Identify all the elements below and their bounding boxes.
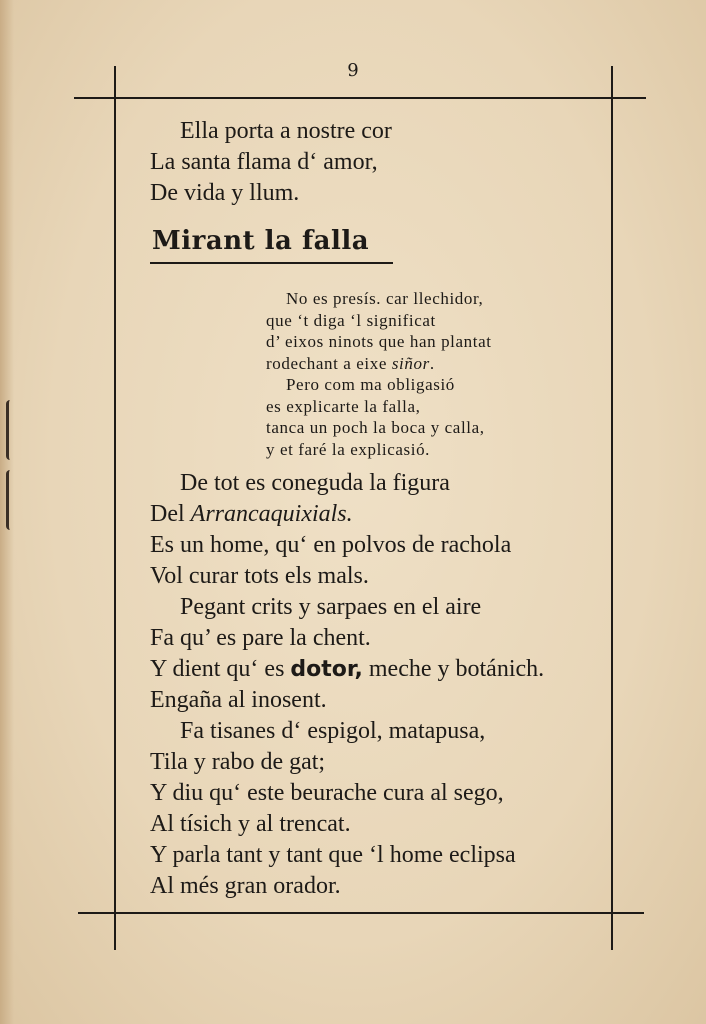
prose-text: . <box>429 353 435 373</box>
section-title: Mirant la falla <box>152 226 370 256</box>
prose-stanza <box>266 288 492 460</box>
verse-line: Ella porta a nostre cor <box>180 118 392 144</box>
frame-right-rule <box>611 66 613 950</box>
prose-line: y et faré la explicasió. <box>266 439 431 459</box>
prose-line: No es presís. car llechidor, <box>286 289 484 308</box>
intro-verses <box>150 116 392 209</box>
verse-bold-word: dotor, <box>290 657 363 682</box>
prose-line <box>266 353 492 375</box>
verse-line: Engaña al inosent. <box>150 687 327 713</box>
prose-italic: siñor <box>391 353 430 373</box>
prose-text: rodechant a eixe <box>266 353 392 373</box>
verse-text: meche y botánich. <box>362 656 545 682</box>
title-underline <box>150 262 393 264</box>
prose-line: es explicarte la falla, <box>266 396 421 416</box>
verse-line: De tot es coneguda la figura <box>180 470 450 496</box>
verse-line: Pegant crits y sarpaes en el aire <box>180 594 482 620</box>
page-number: 9 <box>347 60 359 81</box>
poem <box>150 468 544 902</box>
verse-line: La santa flama d‘ amor, <box>150 149 378 175</box>
verse-line: Fa tisanes d‘ espigol, matapusa, <box>180 718 486 744</box>
verse-text: Y dient qu‘ es <box>150 656 291 682</box>
verse-line: Al més gran orador. <box>150 873 341 899</box>
binding-thread <box>6 470 19 530</box>
verse-line: Y diu qu‘ este beurache cura al sego, <box>150 780 504 806</box>
verse-line: Y parla tant y tant que ‘l home eclipsa <box>150 842 516 868</box>
verse-line: De vida y llum. <box>150 180 300 206</box>
prose-line: d’ eixos ninots que han plantat <box>266 332 492 351</box>
verse-line: Al tísich y al trencat. <box>150 811 351 837</box>
prose-line: tanca un poch la boca y calla, <box>266 418 485 437</box>
verse-line: Tila y rabo de gat; <box>150 749 326 775</box>
binding-thread <box>6 400 19 460</box>
verse-line: Fa qu’ es pare la chent. <box>150 625 371 651</box>
verse-line: Vol curar tots els mals. <box>150 563 369 589</box>
verse-line: Es un home, qu‘ en polvos de rachola <box>150 532 512 558</box>
frame-top-rule <box>74 97 646 99</box>
verse-italic: Arrancaquixials. <box>190 501 353 527</box>
prose-line: Pero com ma obligasió <box>286 375 455 394</box>
frame-bottom-rule <box>78 912 644 914</box>
verse-text: Del <box>150 501 191 527</box>
prose-line: que ‘t diga ‘l significat <box>266 310 436 330</box>
verse-line <box>150 499 544 530</box>
verse-line <box>150 654 544 685</box>
frame-left-rule <box>114 66 116 950</box>
